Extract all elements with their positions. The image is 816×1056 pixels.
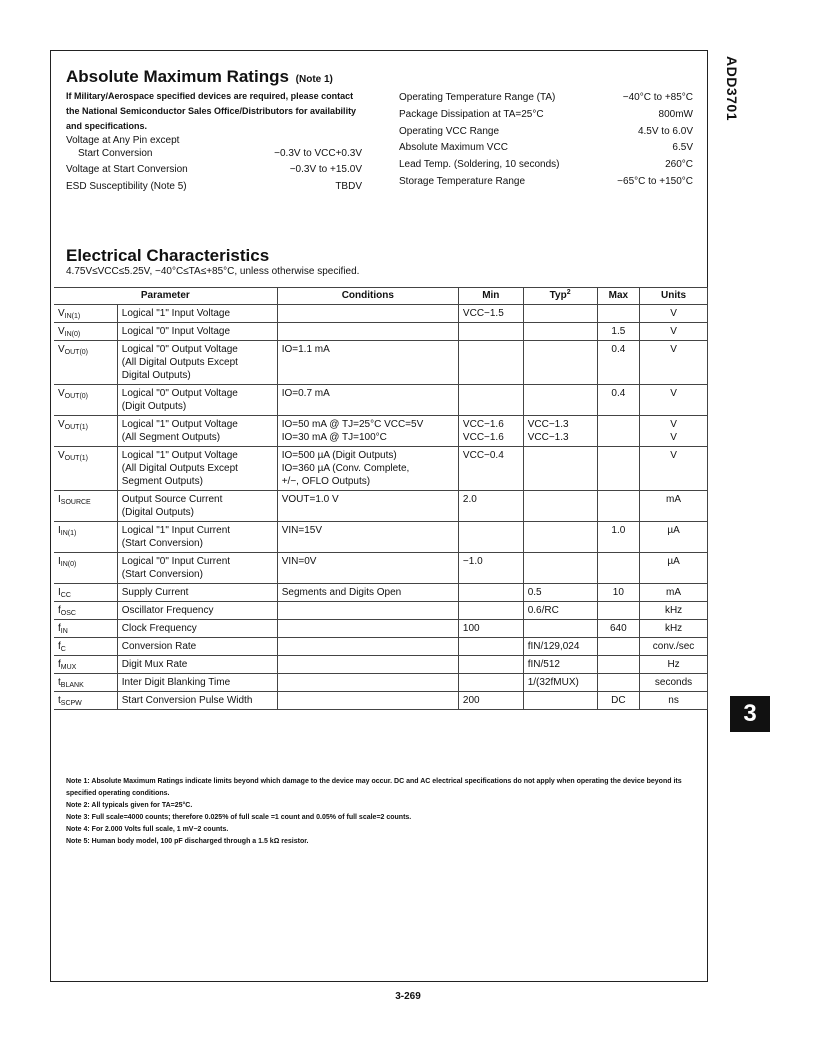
parameter-cell [117, 416, 277, 447]
spec-label: Package Dissipation at TA=25°C [399, 109, 544, 120]
symbol-cell [54, 656, 117, 674]
col-header-typ-text: Typ [549, 290, 567, 301]
units-value: seconds [654, 677, 693, 688]
units-cell [640, 584, 708, 602]
parameter-text: (Start Conversion) [121, 538, 203, 549]
min-cell [458, 553, 523, 584]
parameter-text: Logical "1" Input Voltage [121, 308, 231, 319]
max-cell [597, 447, 640, 491]
symbol: V [58, 450, 65, 461]
min-cell [458, 674, 523, 692]
abs-max-warning: If Military/Aerospace specified devices are required, please contact the National Semiconductor Sales Office/Distributors for availability and specifications. [66, 91, 357, 131]
col-header-min: Min [458, 288, 523, 305]
min-cell [458, 656, 523, 674]
units-cell [640, 447, 708, 491]
typ-cell [523, 638, 597, 656]
max-cell: 640 [597, 620, 640, 638]
conditions-cell [277, 522, 458, 553]
typ-cell [523, 692, 597, 710]
abs-max-title-text: Absolute Maximum Ratings [66, 67, 289, 86]
section-tab: 3 [730, 696, 770, 732]
abs-max-right-list [399, 90, 693, 190]
spec-label: ESD Susceptibility (Note 5) [66, 181, 187, 192]
spec-value: −40°C to +85°C [622, 92, 693, 103]
conditions-text: +/−, OFLO Outputs) [281, 476, 371, 487]
table-row [54, 305, 708, 323]
min-cell [458, 620, 523, 638]
units-value: µA [667, 556, 680, 567]
conditions-cell [277, 305, 458, 323]
symbol-cell [54, 341, 117, 385]
symbol-subscript: SCPW [60, 700, 82, 707]
parameter-text: Clock Frequency [121, 623, 197, 634]
symbol: f [58, 623, 61, 634]
typ-cell [523, 620, 597, 638]
note-1: Note 1: Absolute Maximum Ratings indicate limits beyond which damage to the device may occur. DC and AC electrical specifications do not apply when operating the device beyond its specified operating conditions. [66, 778, 682, 797]
symbol: I [58, 525, 61, 536]
typ-value: VCC−1.3 [527, 432, 569, 443]
symbol-subscript: OSC [60, 610, 76, 617]
spec-label: Absolute Maximum VCC [399, 142, 508, 153]
conditions-cell [277, 584, 458, 602]
symbol-cell [54, 674, 117, 692]
units-cell [640, 674, 708, 692]
spec-label: Voltage at Any Pin except [66, 135, 180, 146]
table-row [54, 385, 708, 416]
symbol-cell [54, 553, 117, 584]
symbol: V [58, 308, 65, 319]
conditions-text: IO=50 mA @ TJ=25°C VCC=5V [281, 419, 424, 430]
typ-cell [523, 491, 597, 522]
conditions-cell [277, 491, 458, 522]
table-header-row [54, 288, 708, 305]
max-cell: 0.4 [597, 385, 640, 416]
units-value: V [670, 419, 677, 430]
typ-value: fIN/129,024 [527, 641, 580, 652]
parameter-cell [117, 341, 277, 385]
symbol-subscript: MUX [60, 664, 77, 671]
units-value: kHz [664, 605, 683, 616]
symbol: V [58, 419, 65, 430]
parameter-text: Logical "0" Input Current [121, 556, 231, 567]
conditions-text: IO=30 mA @ TJ=100°C [281, 432, 387, 443]
min-value: VCC−1.6 [462, 432, 504, 443]
max-cell [597, 416, 640, 447]
typ-cell [523, 522, 597, 553]
symbol: V [58, 326, 65, 337]
conditions-cell [277, 323, 458, 341]
min-value: VCC−1.6 [462, 419, 504, 430]
spec-label: Voltage at Start Conversion [66, 164, 188, 175]
symbol: t [58, 677, 61, 688]
typ-cell [523, 656, 597, 674]
symbol-subscript: IN(1) [60, 530, 77, 537]
symbol-cell [54, 620, 117, 638]
parameter-cell [117, 674, 277, 692]
min-cell [458, 584, 523, 602]
max-cell [597, 491, 640, 522]
symbol-cell [54, 447, 117, 491]
parameter-cell [117, 638, 277, 656]
abs-max-title [66, 67, 333, 87]
max-cell [597, 656, 640, 674]
units-value: µA [667, 525, 680, 536]
max-cell [597, 638, 640, 656]
min-cell [458, 305, 523, 323]
symbol-subscript: IN [60, 628, 68, 635]
spec-value: −0.3V to VCC+0.3V [274, 148, 362, 159]
min-value: 200 [462, 695, 480, 706]
max-cell: 0.4 [597, 341, 640, 385]
units-cell [640, 692, 708, 710]
table-row [54, 656, 708, 674]
spec-value: 800mW [658, 109, 693, 120]
parameter-cell [117, 491, 277, 522]
min-value: 2.0 [462, 494, 477, 505]
conditions-text: IO=500 µA (Digit Outputs) [281, 450, 397, 461]
page-number: 3-269 [395, 991, 421, 1002]
note-5: Note 5: Human body model, 100 pF discharged through a 1.5 kΩ resistor. [66, 838, 309, 845]
table-row [54, 341, 708, 385]
max-cell [597, 674, 640, 692]
min-value: VCC−0.4 [462, 450, 504, 461]
parameter-text: (Digital Outputs) [121, 507, 195, 518]
abs-max-left-list [66, 133, 362, 203]
elec-char-conditions: 4.75V≤VCC≤5.25V, −40°C≤TA≤+85°C, unless otherwise specified. [66, 266, 360, 277]
units-value: V [670, 308, 677, 319]
parameter-text: Inter Digit Blanking Time [121, 677, 231, 688]
spec-value: −0.3V to +15.0V [289, 164, 362, 175]
units-value: ns [668, 695, 679, 706]
table-row [54, 638, 708, 656]
table-row [54, 491, 708, 522]
spec-value: 4.5V to 6.0V [637, 126, 693, 137]
parameter-cell [117, 620, 277, 638]
typ-value: VCC−1.3 [527, 419, 569, 430]
parameter-cell [117, 323, 277, 341]
symbol: V [58, 344, 65, 355]
table-row [54, 692, 708, 710]
units-value: Hz [667, 659, 680, 670]
max-cell: 1.0 [597, 522, 640, 553]
symbol: f [58, 659, 61, 670]
units-cell [640, 491, 708, 522]
elec-char-table [54, 287, 708, 710]
parameter-text: Logical "0" Output Voltage [121, 344, 238, 355]
symbol-subscript: C [60, 646, 66, 653]
typ-cell [523, 447, 597, 491]
min-cell [458, 416, 523, 447]
max-cell: 1.5 [597, 323, 640, 341]
units-cell [640, 522, 708, 553]
max-cell [597, 602, 640, 620]
symbol-subscript: SOURCE [60, 499, 91, 506]
symbol-subscript: CC [60, 592, 71, 599]
typ-cell [523, 341, 597, 385]
abs-max-title-note: (Note 1) [295, 74, 333, 85]
conditions-cell [277, 692, 458, 710]
parameter-text: Conversion Rate [121, 641, 197, 652]
symbol-subscript: IN(1) [64, 313, 81, 320]
parameter-cell [117, 385, 277, 416]
col-header-typ-note: 2 [566, 289, 571, 296]
symbol: f [58, 605, 61, 616]
conditions-text: IO=1.1 mA [281, 344, 330, 355]
symbol: f [58, 641, 61, 652]
conditions-text: IO=360 µA (Conv. Complete, [281, 463, 410, 474]
parameter-text: Digit Mux Rate [121, 659, 188, 670]
symbol-cell [54, 692, 117, 710]
typ-cell [523, 602, 597, 620]
units-value: kHz [664, 623, 683, 634]
parameter-text: Logical "0" Input Voltage [121, 326, 231, 337]
symbol-cell [54, 602, 117, 620]
typ-cell [523, 416, 597, 447]
typ-value: 0.6/RC [527, 605, 559, 616]
parameter-cell [117, 584, 277, 602]
parameter-text: (Start Conversion) [121, 569, 203, 580]
units-cell [640, 341, 708, 385]
symbol-cell [54, 416, 117, 447]
table-row [54, 447, 708, 491]
spec-label: Operating Temperature Range (TA) [399, 92, 556, 103]
conditions-cell [277, 416, 458, 447]
units-cell [640, 602, 708, 620]
min-cell [458, 491, 523, 522]
symbol-subscript: IN(0) [64, 331, 81, 338]
col-header-units: Units [640, 288, 708, 305]
parameter-text: Logical "1" Input Current [121, 525, 231, 536]
units-value: V [670, 344, 677, 355]
parameter-text: Segment Outputs) [121, 476, 203, 487]
spec-label: Lead Temp. (Soldering, 10 seconds) [399, 159, 560, 170]
part-number: ADD3701 [724, 56, 740, 121]
typ-cell [523, 674, 597, 692]
units-cell [640, 656, 708, 674]
symbol-subscript: OUT(0) [64, 393, 89, 400]
units-value: V [670, 326, 677, 337]
parameter-text: (All Segment Outputs) [121, 432, 221, 443]
conditions-cell [277, 674, 458, 692]
symbol-cell [54, 385, 117, 416]
typ-cell [523, 323, 597, 341]
conditions-cell [277, 638, 458, 656]
max-cell [597, 553, 640, 584]
spec-label: Operating VCC Range [399, 126, 500, 137]
col-header-parameter: Parameter [54, 288, 277, 305]
conditions-text: VOUT=1.0 V [281, 494, 339, 505]
parameter-text: (Digit Outputs) [121, 401, 187, 412]
conditions-text: IO=0.7 mA [281, 388, 330, 399]
min-cell [458, 447, 523, 491]
parameter-cell [117, 553, 277, 584]
min-cell [458, 341, 523, 385]
parameter-text: Supply Current [121, 587, 189, 598]
units-value: V [670, 450, 677, 461]
parameter-text: Output Source Current [121, 494, 223, 505]
min-cell [458, 522, 523, 553]
parameter-text: Logical "0" Output Voltage [121, 388, 238, 399]
parameter-text: Oscillator Frequency [121, 605, 214, 616]
units-cell [640, 620, 708, 638]
typ-value: fIN/512 [527, 659, 560, 670]
parameter-cell [117, 522, 277, 553]
symbol-subscript: OUT(1) [64, 424, 89, 431]
parameter-text: (All Digital Outputs Except [121, 463, 238, 474]
table-row [54, 620, 708, 638]
min-cell [458, 638, 523, 656]
units-cell [640, 385, 708, 416]
parameter-cell [117, 602, 277, 620]
conditions-cell [277, 341, 458, 385]
parameter-text: Logical "1" Output Voltage [121, 419, 238, 430]
parameter-text: Digital Outputs) [121, 370, 191, 381]
table-row [54, 584, 708, 602]
conditions-cell [277, 620, 458, 638]
col-header-typ [523, 288, 597, 305]
typ-cell [523, 385, 597, 416]
spec-value: −65°C to +150°C [617, 176, 693, 187]
conditions-cell [277, 602, 458, 620]
parameter-cell [117, 692, 277, 710]
spec-value: TBDV [335, 181, 362, 192]
min-cell [458, 602, 523, 620]
symbol: I [58, 556, 61, 567]
units-value: mA [666, 494, 682, 505]
parameter-text: Start Conversion Pulse Width [121, 695, 253, 706]
units-cell [640, 305, 708, 323]
col-header-conditions: Conditions [277, 288, 458, 305]
symbol-cell [54, 323, 117, 341]
conditions-text: VIN=0V [281, 556, 317, 567]
conditions-cell [277, 447, 458, 491]
symbol-cell [54, 638, 117, 656]
symbol-cell [54, 491, 117, 522]
units-cell [640, 416, 708, 447]
notes [66, 776, 696, 848]
conditions-text: Segments and Digits Open [281, 587, 402, 598]
max-cell: 10 [597, 584, 640, 602]
elec-char-title: Electrical Characteristics [66, 246, 270, 265]
spec-label: Storage Temperature Range [399, 176, 526, 187]
table-row [54, 553, 708, 584]
symbol-cell [54, 584, 117, 602]
min-cell [458, 323, 523, 341]
units-cell [640, 553, 708, 584]
conditions-cell [277, 385, 458, 416]
symbol-cell [54, 305, 117, 323]
symbol: V [58, 388, 65, 399]
spec-label: Start Conversion [78, 148, 153, 159]
conditions-cell [277, 553, 458, 584]
symbol-cell [54, 522, 117, 553]
units-value: V [670, 388, 677, 399]
symbol-subscript: OUT(1) [64, 455, 89, 462]
note-3: Note 3: Full scale=4000 counts; therefore 0.025% of full scale =1 count and 0.05% of full scale=2 counts. [66, 814, 412, 821]
parameter-text: (All Digital Outputs Except [121, 357, 238, 368]
max-cell [597, 305, 640, 323]
typ-value: 0.5 [527, 587, 542, 598]
table-row [54, 323, 708, 341]
min-value: −1.0 [462, 556, 483, 567]
units-value: conv./sec [652, 641, 695, 652]
table-row [54, 416, 708, 447]
note-2: Note 2: All typicals given for TA=25°C. [66, 802, 193, 809]
spec-value: 260°C [665, 159, 693, 170]
table-row [54, 522, 708, 553]
symbol-subscript: OUT(0) [64, 349, 89, 356]
parameter-text: Logical "1" Output Voltage [121, 450, 238, 461]
min-value: 100 [462, 623, 480, 634]
symbol: t [58, 695, 61, 706]
min-value: VCC−1.5 [462, 308, 504, 319]
parameter-cell [117, 447, 277, 491]
units-cell [640, 323, 708, 341]
conditions-text: VIN=15V [281, 525, 323, 536]
typ-cell [523, 584, 597, 602]
table-row [54, 602, 708, 620]
units-value: mA [666, 587, 682, 598]
parameter-cell [117, 656, 277, 674]
parameter-cell [117, 305, 277, 323]
note-4: Note 4: For 2.000 Volts full scale, 1 mV−2 counts. [66, 826, 229, 833]
max-cell: DC [597, 692, 640, 710]
symbol-subscript: BLANK [60, 682, 84, 689]
units-value: V [670, 432, 677, 443]
conditions-cell [277, 656, 458, 674]
units-cell [640, 638, 708, 656]
typ-value: 1/(32fMUX) [527, 677, 579, 688]
symbol: I [58, 587, 61, 598]
min-cell [458, 385, 523, 416]
col-header-max: Max [597, 288, 640, 305]
typ-cell [523, 553, 597, 584]
min-cell [458, 692, 523, 710]
typ-cell [523, 305, 597, 323]
symbol-subscript: IN(0) [60, 561, 77, 568]
spec-value: 6.5V [672, 142, 693, 153]
symbol: I [58, 494, 61, 505]
table-row [54, 674, 708, 692]
